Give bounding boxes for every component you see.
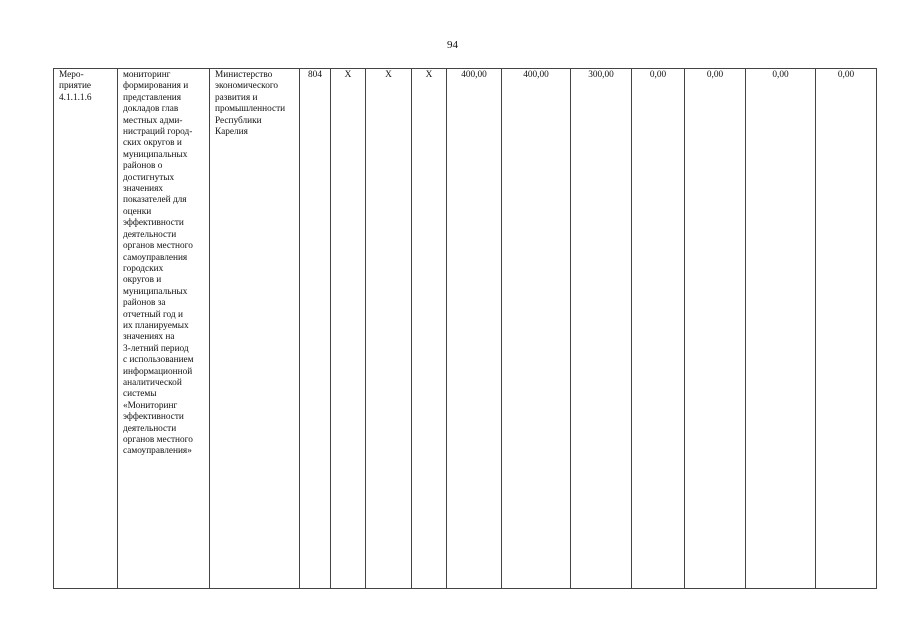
description-line: органов местного bbox=[123, 435, 193, 445]
executor-line: развития и bbox=[215, 92, 258, 103]
description-line: муниципальных bbox=[123, 286, 188, 297]
description-line: значениях на bbox=[123, 332, 175, 343]
executor-cell bbox=[210, 69, 300, 589]
amount-cell: 0,00 bbox=[632, 69, 685, 589]
description-line: эффективности bbox=[123, 412, 184, 423]
description-line: местных адми- bbox=[123, 115, 183, 126]
description-line: «Мониторинг bbox=[123, 400, 178, 411]
amount-cell: 0,00 bbox=[685, 69, 746, 589]
description-line: информационной bbox=[123, 366, 193, 377]
amount-cell: 400,00 bbox=[447, 69, 502, 589]
amount-cell: 0,00 bbox=[746, 69, 816, 589]
activity-description-cell bbox=[118, 69, 210, 589]
description-line: отчетный год и bbox=[123, 309, 183, 320]
code-cell: X bbox=[366, 69, 412, 589]
activity-name-line: Меро- bbox=[59, 70, 84, 80]
budget-table bbox=[53, 68, 877, 589]
executor-line: промышленности bbox=[215, 104, 286, 115]
executor-line: Карелия bbox=[215, 127, 248, 138]
description-line: представления bbox=[123, 92, 182, 103]
description-line: формирования и bbox=[123, 81, 189, 92]
code-cell: X bbox=[412, 69, 447, 589]
description-line: деятельности bbox=[123, 423, 177, 434]
activity-name-cell bbox=[54, 69, 118, 589]
amount-cell: 400,00 bbox=[502, 69, 571, 589]
description-line: значениях bbox=[123, 184, 164, 195]
description-line: деятельности bbox=[123, 229, 177, 240]
description-line: районов за bbox=[123, 298, 166, 309]
description-line: эффективности bbox=[123, 218, 184, 229]
description-line: с использованием bbox=[123, 355, 194, 366]
description-line: системы bbox=[123, 389, 157, 400]
description-line: их планируемых bbox=[123, 320, 189, 331]
code-cell: X bbox=[331, 69, 366, 589]
page-number: 94 bbox=[447, 39, 458, 51]
description-line: городских bbox=[123, 263, 164, 274]
description-line: районов о bbox=[123, 161, 163, 172]
description-line: муниципальных bbox=[123, 149, 188, 160]
description-line: 3-летний период bbox=[123, 343, 189, 354]
description-line: самоуправления bbox=[123, 252, 188, 263]
description-line: нистраций город- bbox=[123, 127, 193, 138]
description-line: мониторинг bbox=[123, 70, 171, 80]
description-line: аналитической bbox=[123, 377, 182, 388]
description-line: достигнутых bbox=[123, 172, 175, 183]
executor-line: Министерство bbox=[215, 70, 273, 80]
executor-line: экономического bbox=[215, 81, 279, 92]
description-line: ских округов и bbox=[123, 138, 182, 149]
description-line: оценки bbox=[123, 206, 152, 217]
activity-name-line: приятие bbox=[59, 81, 92, 92]
description-line: показателей для bbox=[123, 195, 187, 206]
description-line: округов и bbox=[123, 275, 162, 286]
table-row bbox=[54, 69, 877, 589]
description-line: органов местного bbox=[123, 241, 193, 252]
activity-name-line: 4.1.1.1.6 bbox=[59, 92, 92, 103]
amount-cell: 0,00 bbox=[816, 69, 877, 589]
code-cell: 804 bbox=[300, 69, 331, 589]
amount-cell: 300,00 bbox=[571, 69, 632, 589]
description-line: самоуправления» bbox=[123, 446, 192, 457]
description-line: докладов глав bbox=[123, 104, 179, 115]
executor-line: Республики bbox=[215, 115, 262, 126]
